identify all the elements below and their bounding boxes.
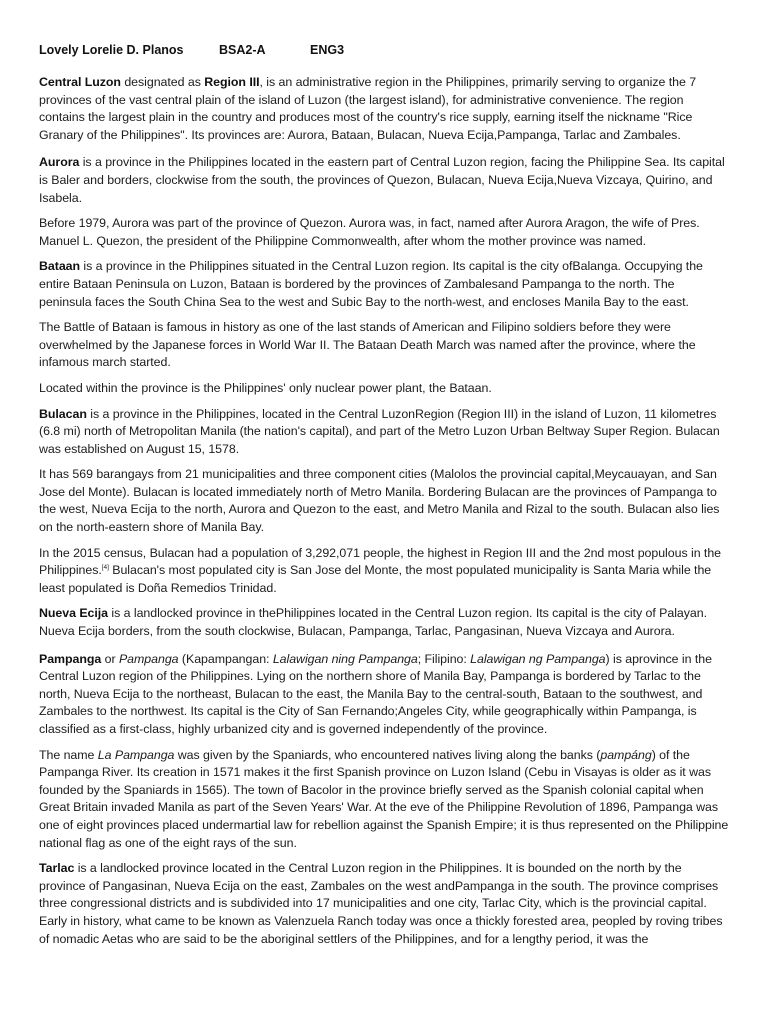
text-span: Early in history, what came to be known as Valenzuela Ranch today was once a thickly forested area, peopled by roving tribes of nomadic Aetas who are said to be the aboriginal settlers of the Philippines, and for a lengthy period, it was the (39, 913, 723, 946)
paragraph-nueva-ecija (39, 605, 730, 640)
italic-span: Pampanga (118, 651, 179, 666)
text-span: , is an administrative region in the Philippines, primarily serving to organize the 7 provinces of the vast central plain of the island of Luzon (the largest island), for administrative convenience. The region contains the largest plain in the country and produces most of the country's rice supply, earning itself the nickname "Rice Granary of the Philippines". Its provinces are: Aurora, Bataan, Bulacan, Nueva Ecija,Pampanga, Tarlac and Zambales. (39, 75, 697, 142)
term-bulacan: Bulacan (39, 406, 87, 421)
text-span: The Battle of Bataan is famous in history as one of the last stands of American and Filipino soldiers before they were overwhelmed by the Japanese forces in World War II. The Bataan Death March was named after the province, where the infamous march started. (39, 320, 696, 370)
text-span: Bulacan's most populated city is San Jose del Monte, the most populated municipality is Santa Maria while the least populated is Doña Remedios Trinidad. (39, 563, 712, 595)
italic-span: Lalawigan ning Pampanga (272, 651, 418, 666)
student-section: BSA2-A (219, 43, 266, 57)
text-span: It has 569 barangays from 21 municipalities and three component cities (Malolos the provincial capital,Meycauayan, and San Jose del Monte). Bulacan is located immediately north of Metro Manila. Bordering Bulacan are the provinces of Pampanga to the west, Nueva Ecija to the north, Aurora and Quezon to the east, and Metro Manila and Rizal to the south. Bulacan also lies on the north-eastern shore of Manila Bay. (39, 467, 720, 535)
paragraph-central-luzon (39, 74, 730, 144)
paragraph-bataan-1 (39, 258, 730, 311)
text-span: is a province in the Philippines, located in the Central LuzonRegion (Region III) in the island of Luzon, 11 kilometres (6.8 mi) north of Metropolitan Manila (the nation's capital), and part of the Metro Luzon Urban Beltway Super Region. Bulacan was established on August 15, 1578. (39, 406, 720, 456)
term-nueva-ecija: Nueva Ecija (39, 606, 109, 621)
paragraph-bataan-3 (39, 380, 730, 398)
text-span: or (101, 651, 119, 666)
paragraph-tarlac-2 (39, 913, 730, 948)
paragraph-bulacan-1 (39, 406, 730, 459)
italic-span: Lalawigan ng Pampanga (470, 651, 606, 666)
text-span: Located within the province is the Philippines' only nuclear power plant, the Bataan. (39, 380, 492, 395)
paragraph-bulacan-3 (39, 545, 730, 598)
text-span: is a province in the Philippines located in the eastern part of Central Luzon region, facing the Philippine Sea. Its capital is Baler and borders, clockwise from the south, the provinces of Quezon, Bulacan, Nueva Ecija,Nueva Vizcaya, Quirino, and Isabela. (39, 155, 725, 205)
paragraph-aurora-1 (39, 154, 730, 207)
paragraph-pampanga-2 (39, 747, 730, 853)
term-tarlac: Tarlac (39, 861, 75, 876)
text-span: ; Filipino: (417, 651, 471, 666)
term-region-iii: Region III (204, 75, 260, 89)
paragraph-pampanga-1 (39, 651, 730, 739)
text-span: is a province in the Philippines situated in the Central Luzon region. Its capital is the city ofBalanga. Occupying the entire Bataan Peninsula on Luzon, Bataan is bordered by the provinces of Zambalesand Pampanga to the north. The peninsula faces the South China Sea to the west and Subic Bay to the north-west, and encloses Manila Bay to the east. (39, 259, 703, 309)
italic-span: La Pampanga (97, 747, 175, 762)
term-bataan: Bataan (39, 259, 81, 274)
paragraph-tarlac-1 (39, 860, 730, 913)
italic-span: pampáng (600, 747, 652, 762)
citation-link[interactable]: [4] (101, 564, 109, 572)
text-span: was given by the Spaniards, who encountered natives living along the banks ( (174, 747, 601, 762)
text-span: In the 2015 census, Bulacan had a population of 3,292,071 people, the highest in Region III and the 2nd most populous in the Philippines. (39, 545, 721, 578)
text-span: is a landlocked province located in the Central Luzon region in the Philippines. It is bounded on the north by the province of Pangasinan, Nueva Ecija on the east, Zambales on the west andPampanga in the south. The province comprises three congressional districts and is subdivided into 17 municipalities and one city, Tarlac City, which is the provincial capital. (39, 861, 719, 911)
term-central-luzon: Central Luzon (39, 75, 121, 89)
text-span: (Kapampangan: (178, 651, 273, 666)
term-aurora: Aurora (39, 155, 80, 170)
paragraph-aurora-2 (39, 215, 730, 250)
paragraph-bataan-2 (39, 319, 730, 372)
student-name: Lovely Lorelie D. Planos (39, 43, 184, 57)
text-span: is a landlocked province in thePhilippines located in the Central Luzon region. Its capital is the city of Palayan. Nueva Ecija borders, from the south clockwise, Bulacan, Pampanga, Tarlac, Pangasinan, Nueva Vizcaya and Aurora. (39, 606, 707, 639)
paragraph-bulacan-2 (39, 466, 730, 536)
text-span: designated as (120, 75, 205, 89)
text-span: ) of the Pampanga River. Its creation in 1571 makes it the first Spanish province on Luzon Island (Cebu in Visayas is older as it was founded by the Spaniards in 1565). The town of Bacolor in the province briefly served as the Spanish colonial capital when Great Britain invaded Manila as part of the Seven Years' War. At the eve of the Philippine Revolution of 1896, Pampanga was one of eight provinces placed undermartial law for rebellion against the Spanish Empire; it is thus represented on the Philippine national flag as one of the eight rays of the sun. (39, 747, 729, 850)
text-span: Before 1979, Aurora was part of the province of Quezon. Aurora was, in fact, named after Aurora Aragon, the wife of Pres. Manuel L. Quezon, the president of the Philippine Commonwealth, after whom the mother province was named. (39, 216, 700, 248)
document-body (39, 74, 730, 948)
subject-code: ENG3 (310, 43, 345, 57)
term-pampanga: Pampanga (39, 651, 102, 666)
text-span: ) is aprovince in the Central Luzon region of the Philippines. Lying on the northern shore of Manila Bay, Pampanga is bordered by Tarlac to the north, Nueva Ecija to the northeast, Bulacan to the east, the Manila Bay to the central-south, Bataan to the southwest, and Zambales to the northwest. Its capital is the City of San Fernando;Angeles City, while geographically within Pampanga, is classified as a first-class, highly urbanized city and is governed independently of the province. (39, 651, 712, 736)
text-span: The name (39, 747, 98, 762)
